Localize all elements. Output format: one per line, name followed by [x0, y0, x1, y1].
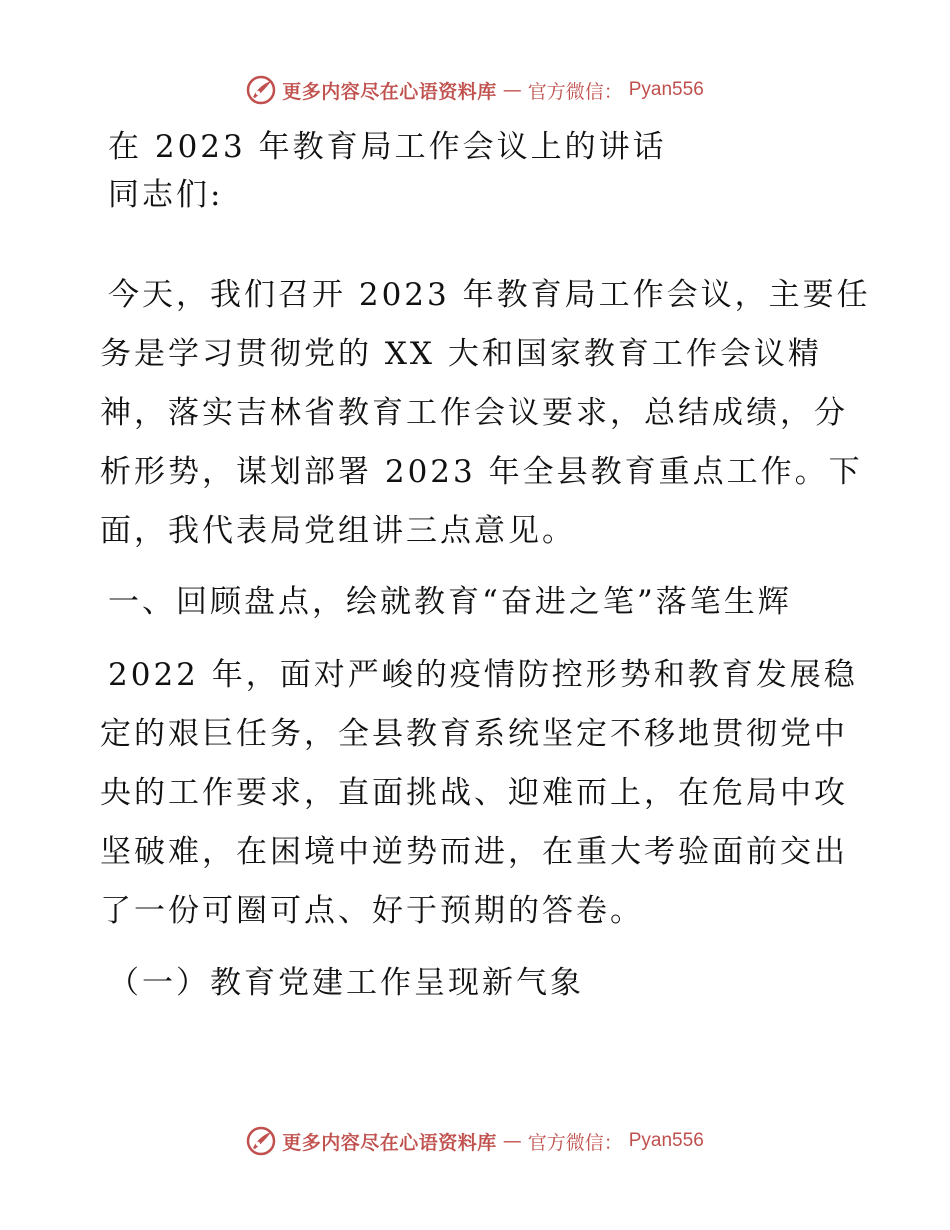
- paragraph-line: 面，我代表局党组讲三点意见。: [100, 513, 576, 549]
- watermark-wechat-label: 官方微信：: [527, 80, 623, 103]
- paragraph-line: 今天，我们召开 2023 年教育局工作会议，主要任: [108, 277, 871, 313]
- paragraph-line: 了一份可圈可点、好于预期的答卷。: [100, 893, 644, 929]
- watermark-separator: —: [502, 1130, 522, 1152]
- paragraph-line: 析形势，谋划部署 2023 年全县教育重点工作。下: [100, 454, 863, 490]
- subsection-heading: （一）教育党建工作呈现新气象: [108, 965, 584, 1001]
- paragraph-line: 务是学习贯彻党的 XX 大和国家教育工作会议精: [100, 336, 822, 372]
- quill-logo-icon: [246, 75, 276, 105]
- paragraph-line: 神，落实吉林省教育工作会议要求，总结成绩，分: [100, 395, 848, 431]
- watermark-wechat-label: 官方微信：: [527, 1131, 623, 1154]
- salutation: 同志们:: [108, 177, 224, 213]
- watermark-separator: —: [502, 79, 522, 101]
- paragraph-line: 央的工作要求，直面挑战、迎难而上，在危局中攻: [100, 775, 848, 811]
- watermark-text: 更多内容尽在心语资料库: [282, 80, 497, 103]
- watermark-wechat-handle: Pyan556: [628, 1130, 704, 1151]
- watermark-text: 更多内容尽在心语资料库: [282, 1131, 497, 1154]
- watermark-header: [0, 73, 950, 107]
- watermark-footer: [0, 1124, 950, 1158]
- paragraph-line: 定的艰巨任务，全县教育系统坚定不移地贯彻党中: [100, 716, 848, 752]
- document-title: 在 2023 年教育局工作会议上的讲话: [108, 129, 667, 165]
- section-heading: 一、回顾盘点，绘就教育“奋进之笔”落笔生辉: [108, 584, 792, 620]
- paragraph-line: 坚破难，在困境中逆势而进，在重大考验面前交出: [100, 834, 848, 870]
- watermark-wechat-handle: Pyan556: [628, 79, 704, 100]
- quill-logo-icon: [246, 1126, 276, 1156]
- paragraph-line: 2022 年，面对严峻的疫情防控形势和教育发展稳: [108, 657, 858, 693]
